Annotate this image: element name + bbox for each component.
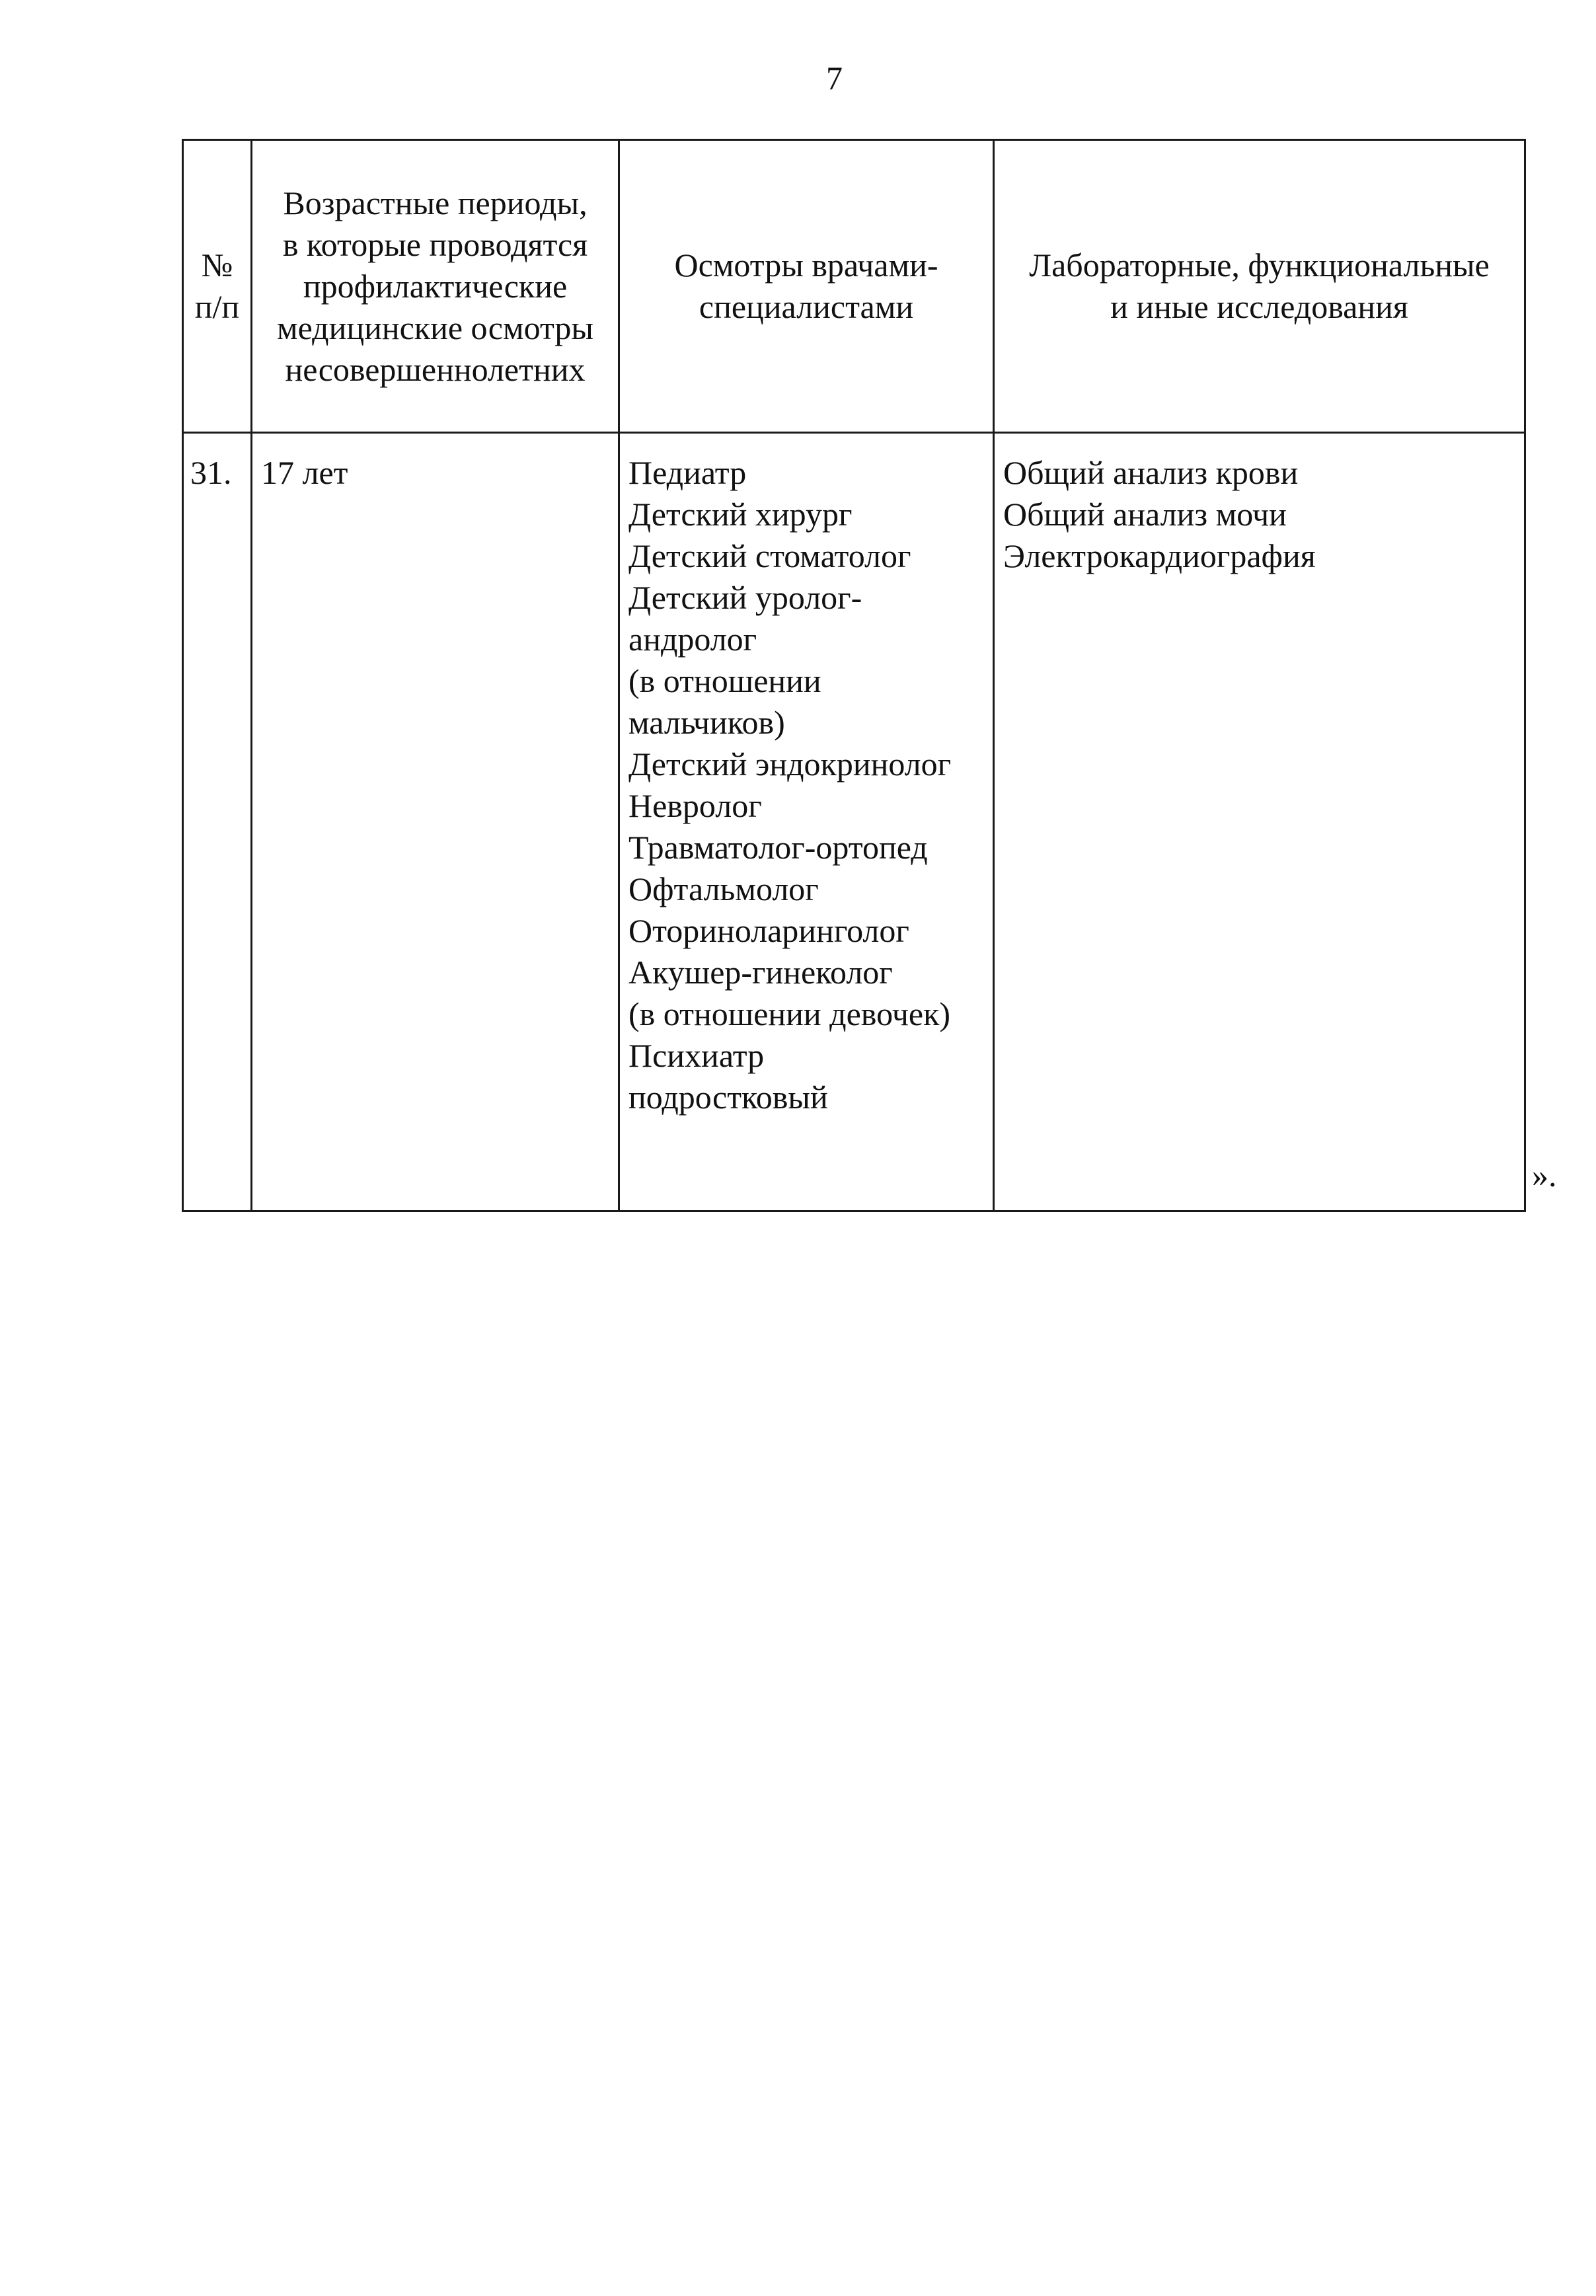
header-number-line-2: п/п — [194, 288, 240, 325]
header-lab-line-2: и иные исследования — [1110, 288, 1408, 325]
header-specialists-line-2: специалистами — [699, 288, 914, 325]
specialist-item: подростковый — [628, 1079, 828, 1116]
specialist-item: Травматолог-ортопед — [628, 829, 928, 866]
specialist-item: Офтальмолог — [628, 870, 819, 907]
lab-test-item: Электрокардиография — [1003, 537, 1316, 574]
specialist-item: Педиатр — [628, 454, 747, 491]
specialist-item: Невролог — [628, 787, 762, 824]
header-age-line-1: Возрастные периоды, — [283, 184, 588, 221]
specialist-item: Детский стоматолог — [628, 537, 911, 574]
cell-number — [183, 433, 252, 1211]
row-number: 31. — [190, 454, 232, 491]
specialist-item: андролог — [628, 621, 757, 658]
specialist-item: (в отношении девочек) — [628, 995, 951, 1032]
header-age-line-5: несовершеннолетних — [285, 350, 586, 388]
header-number — [183, 140, 252, 433]
specialist-item: мальчиков) — [628, 704, 785, 741]
header-age-line-4: медицинские осмотры — [276, 309, 594, 346]
specialist-item: Детский эндокринолог — [628, 746, 952, 783]
cell-lab-tests — [994, 433, 1525, 1211]
cell-age — [252, 433, 619, 1211]
header-age-periods — [252, 140, 619, 433]
specialist-item: Детский уролог- — [628, 579, 862, 616]
lab-test-item: Общий анализ крови — [1003, 454, 1299, 491]
cell-specialists — [619, 433, 994, 1211]
header-age-line-2: в которые проводятся — [282, 225, 588, 263]
header-lab-tests — [994, 140, 1525, 433]
header-specialists — [619, 140, 994, 433]
specialist-item: Акушер-гинеколог — [628, 954, 893, 991]
lab-test-item: Общий анализ мочи — [1003, 496, 1287, 533]
header-specialists-line-1: Осмотры врачами- — [674, 247, 938, 284]
specialist-item: Психиатр — [628, 1037, 765, 1074]
header-age-line-3: профилактические — [303, 267, 568, 305]
header-number-line-1: № — [201, 247, 233, 284]
specialist-item: (в отношении — [628, 662, 821, 699]
table-row — [183, 433, 1525, 1211]
row-age: 17 лет — [261, 454, 348, 491]
specialist-item: Детский хирург — [628, 496, 853, 533]
header-lab-line-1: Лабораторные, функциональные — [1029, 247, 1490, 284]
closing-quote-mark: ». — [1532, 1157, 1557, 1194]
examination-table — [182, 139, 1526, 1212]
page-number: 7 — [826, 59, 843, 96]
specialist-item: Оториноларинголог — [628, 912, 909, 949]
table-header-row — [183, 140, 1525, 433]
